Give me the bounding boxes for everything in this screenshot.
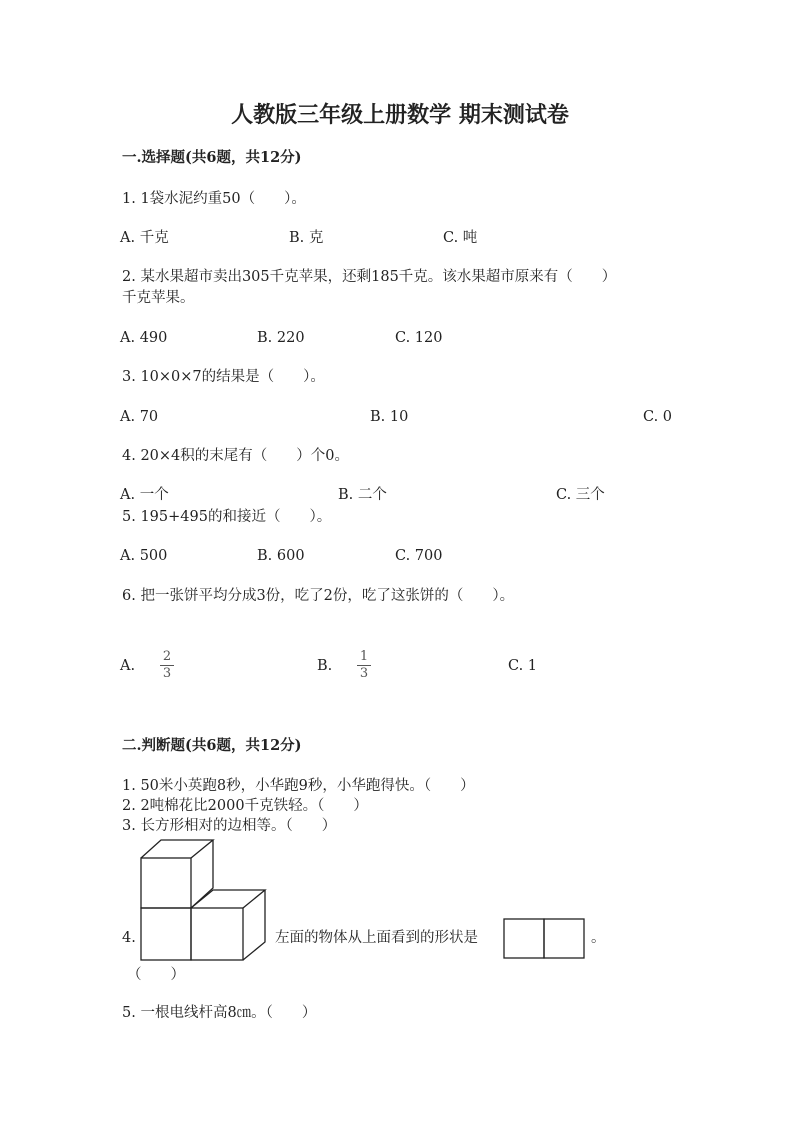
question-6-option-a-fraction [160, 650, 174, 681]
cube-stack-figure [135, 838, 275, 966]
judge-question-3: 3. 长方形相对的边相等。（ ） [122, 818, 337, 834]
question-4-stem: 4. 20×4积的末尾有（ ）个0。 [122, 448, 349, 464]
fraction-numerator: 1 [357, 650, 371, 666]
question-1-option-b: B. 克 [289, 230, 324, 246]
question-5-option-a: A. 500 [120, 548, 168, 564]
question-1-stem: 1. 1袋水泥约重50（ ）。 [122, 191, 306, 207]
judge-question-1: 1. 50米小英跑8秒，小华跑9秒，小华跑得快。（ ） [122, 778, 475, 794]
question-4-option-b: B. 二个 [338, 487, 387, 503]
question-1-option-c: C. 吨 [443, 230, 478, 246]
judge-question-4-text: 左面的物体从上面看到的形状是 [275, 930, 478, 946]
question-2-stem-line1: 2. 某水果超市卖出305千克苹果，还剩185千克。该水果超市原来有（ ） [122, 269, 617, 285]
judge-question-4-answer-parens: （ ） [127, 967, 185, 983]
question-1-option-a: A. 千克 [120, 230, 169, 246]
question-2-stem-line2: 千克苹果。 [122, 290, 195, 306]
question-6-option-a-label: A. [120, 658, 136, 674]
question-4-option-a: A. 一个 [120, 487, 169, 503]
question-2-option-b: B. 220 [257, 330, 305, 346]
section-1-heading: 一.选择题(共6题，共12分) [122, 149, 302, 166]
judge-question-2: 2. 2吨棉花比2000千克铁轻。（ ） [122, 798, 368, 814]
section-2-heading: 二.判断题(共6题，共12分) [122, 737, 302, 754]
question-4-option-c: C. 三个 [556, 487, 605, 503]
judge-question-4-number: 4. [122, 930, 136, 946]
question-2-option-c: C. 120 [395, 330, 443, 346]
judge-question-5: 5. 一根电线杆高8㎝。（ ） [122, 1005, 317, 1021]
fraction-denominator: 3 [162, 666, 172, 681]
question-3-option-b: B. 10 [370, 409, 409, 425]
question-5-stem: 5. 195+495的和接近（ ）。 [122, 509, 332, 525]
question-2-option-a: A. 490 [120, 330, 168, 346]
question-6-option-b-label: B. [317, 658, 333, 674]
question-5-option-b: B. 600 [257, 548, 305, 564]
top-view-shape-figure [503, 918, 587, 960]
question-3-option-c: C. 0 [643, 409, 673, 425]
judge-question-4-end: 。 [591, 930, 606, 946]
question-5-option-c: C. 700 [395, 548, 443, 564]
question-3-option-a: A. 70 [120, 409, 159, 425]
question-6-option-b-fraction [357, 650, 371, 681]
fraction-numerator: 2 [160, 650, 174, 666]
fraction-denominator: 3 [359, 666, 369, 681]
question-6-stem: 6. 把一张饼平均分成3份，吃了2份，吃了这张饼的（ ）。 [122, 588, 515, 604]
page-title: 人教版三年级上册数学 期末测试卷 [231, 102, 569, 128]
question-3-stem: 3. 10×0×7的结果是（ ）。 [122, 369, 325, 385]
question-6-option-c: C. 1 [508, 658, 538, 674]
